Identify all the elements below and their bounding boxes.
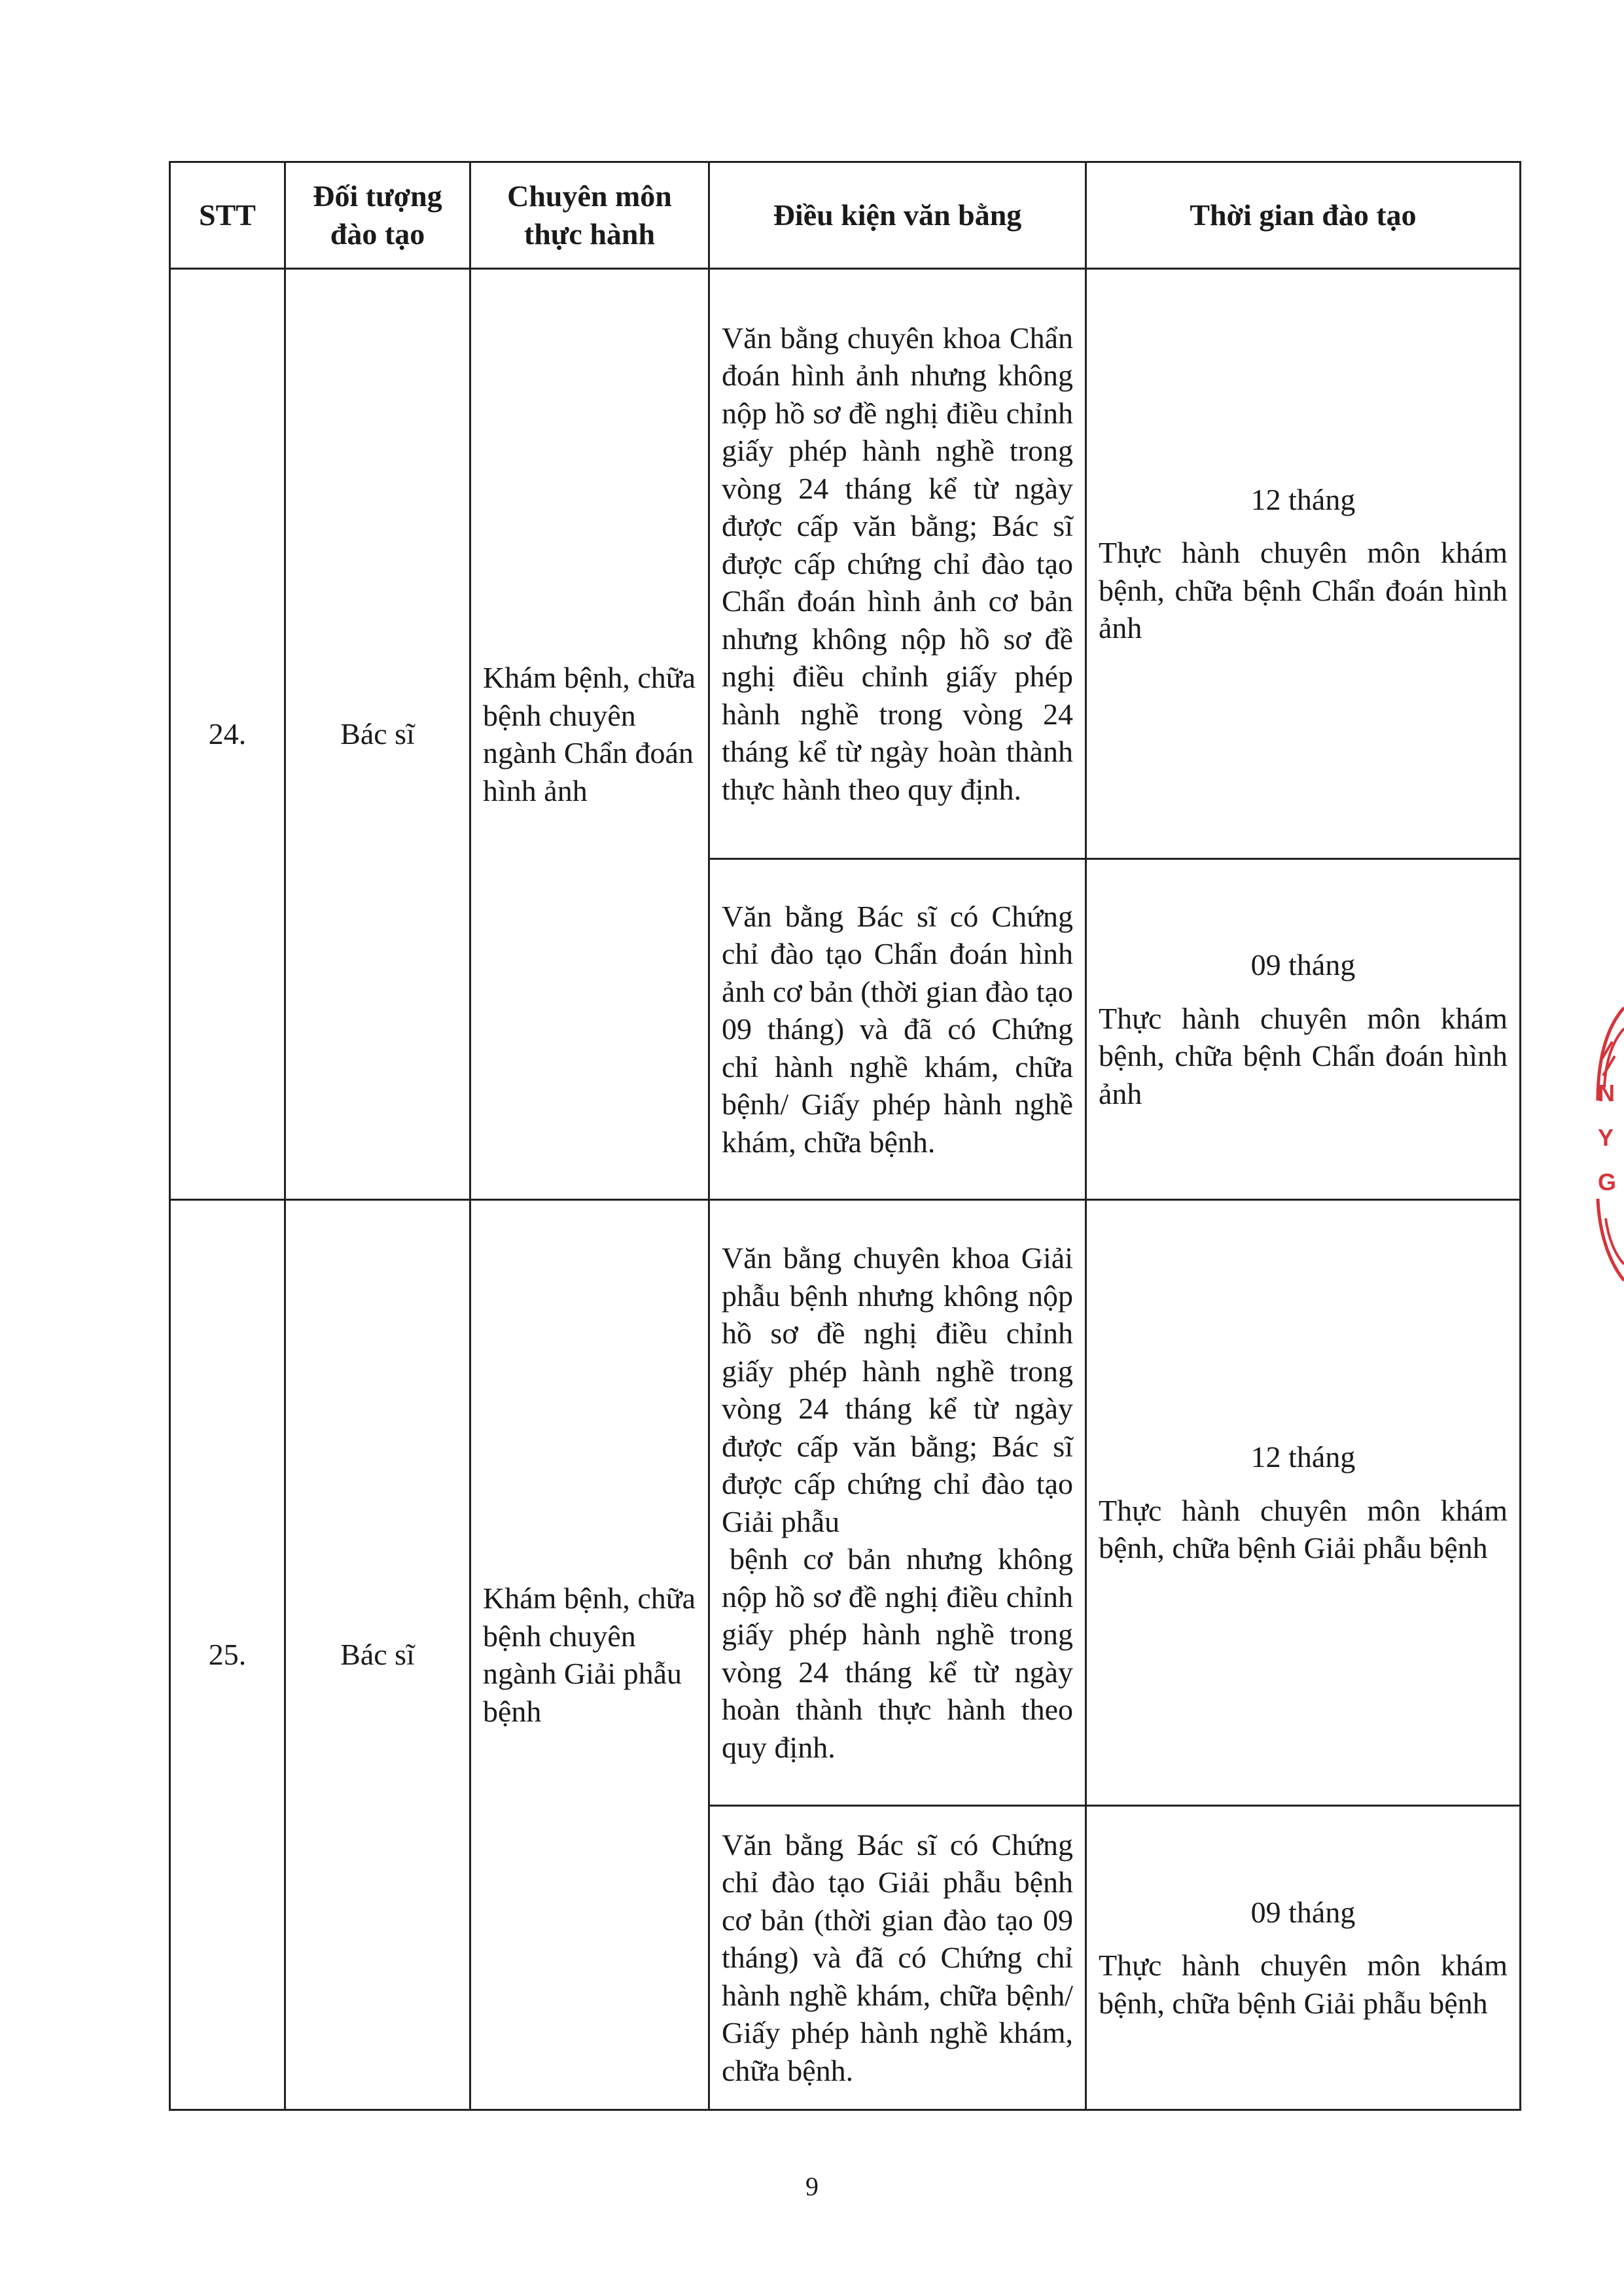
- table-row: [170, 1200, 1521, 1806]
- row-degree: [709, 1200, 1086, 1806]
- row-subject: Bác sĩ: [285, 269, 470, 1200]
- row-stt: 25.: [170, 1200, 285, 2110]
- duration-months: 12 tháng: [1250, 1440, 1356, 1474]
- degree-text-continued: bệnh cơ bản nhưng không nộp hồ sơ đề nghị điều chỉnh giấy phép hành nghề trong vòng 24 tháng kể từ ngày hoàn thành thực hành theo quy định.: [722, 1542, 1073, 1764]
- row-stt: 24.: [170, 269, 285, 1200]
- header-degree: Điều kiện văn bằng: [709, 162, 1086, 269]
- row-subject: Bác sĩ: [285, 1200, 470, 2110]
- header-stt: STT: [170, 162, 285, 269]
- row-degree: Văn bằng Bác sĩ có Chứng chỉ đào tạo Chẩn đoán hình ảnh cơ bản (thời gian đào tạo 09 tháng) và đã có Chứng chỉ hành nghề khám, chữa bệnh/ Giấy phép hành nghề khám, chữa bệnh.: [709, 859, 1086, 1200]
- degree-text: Văn bằng chuyên khoa Giải phẫu bệnh nhưng không nộp hồ sơ đề nghị điều chỉnh giấy phép hành nghề trong vòng 24 tháng kể từ ngày được cấp văn bằng; Bác sĩ được cấp chứng chỉ đào tạo Giải phẫu: [722, 1241, 1073, 1538]
- duration-description: Thực hành chuyên môn khám bệnh, chữa bệnh Giải phẫu bệnh: [1099, 1949, 1508, 2020]
- row-duration: [1086, 859, 1521, 1200]
- page-number: 9: [805, 2172, 819, 2201]
- header-duration: Thời gian đào tạo: [1086, 162, 1521, 269]
- duration-description: Thực hành chuyên môn khám bệnh, chữa bệnh Chẩn đoán hình ảnh: [1099, 536, 1508, 645]
- row-specialty: Khám bệnh, chữa bệnh chuyên ngành Giải phẫu bệnh: [470, 1200, 709, 2110]
- table-header-row: [170, 162, 1521, 269]
- header-specialty: Chuyên môn thực hành: [470, 162, 709, 269]
- stamp-letter: Y: [1598, 1124, 1614, 1151]
- duration-months: 09 tháng: [1250, 1895, 1356, 1929]
- header-subject: Đối tượng đào tạo: [285, 162, 470, 269]
- duration-description: Thực hành chuyên môn khám bệnh, chữa bệnh Chẩn đoán hình ảnh: [1099, 1001, 1508, 1110]
- duration-months: 09 tháng: [1250, 948, 1356, 981]
- duration-description: Thực hành chuyên môn khám bệnh, chữa bệnh Giải phẫu bệnh: [1099, 1493, 1508, 1565]
- stamp-seal: [1586, 1002, 1624, 1284]
- stamp-letter: G: [1598, 1169, 1617, 1195]
- row-specialty: Khám bệnh, chữa bệnh chuyên ngành Chẩn đoán hình ảnh: [470, 269, 709, 1200]
- row-duration: [1086, 1200, 1521, 1806]
- row-degree: Văn bằng Bác sĩ có Chứng chỉ đào tạo Giải phẫu bệnh cơ bản (thời gian đào tạo 09 tháng) và đã có Chứng chỉ hành nghề khám, chữa bệnh/ Giấy phép hành nghề khám, chữa bệnh.: [709, 1806, 1086, 2110]
- row-duration: [1086, 269, 1521, 859]
- row-duration: [1086, 1806, 1521, 2110]
- training-table: [169, 161, 1521, 2111]
- table-row: [170, 269, 1521, 859]
- stamp-letter: N: [1598, 1080, 1615, 1106]
- row-degree: Văn bằng chuyên khoa Chẩn đoán hình ảnh nhưng không nộp hồ sơ đề nghị điều chỉnh giấy phép hành nghề trong vòng 24 tháng kể từ ngày được cấp văn bằng; Bác sĩ được cấp chứng chỉ đào tạo Chẩn đoán hình ảnh cơ bản nhưng không nộp hồ sơ đề nghị điều chỉnh giấy phép hành nghề trong vòng 24 tháng kể từ ngày hoàn thành thực hành theo quy định.: [709, 269, 1086, 859]
- duration-months: 12 tháng: [1250, 482, 1356, 516]
